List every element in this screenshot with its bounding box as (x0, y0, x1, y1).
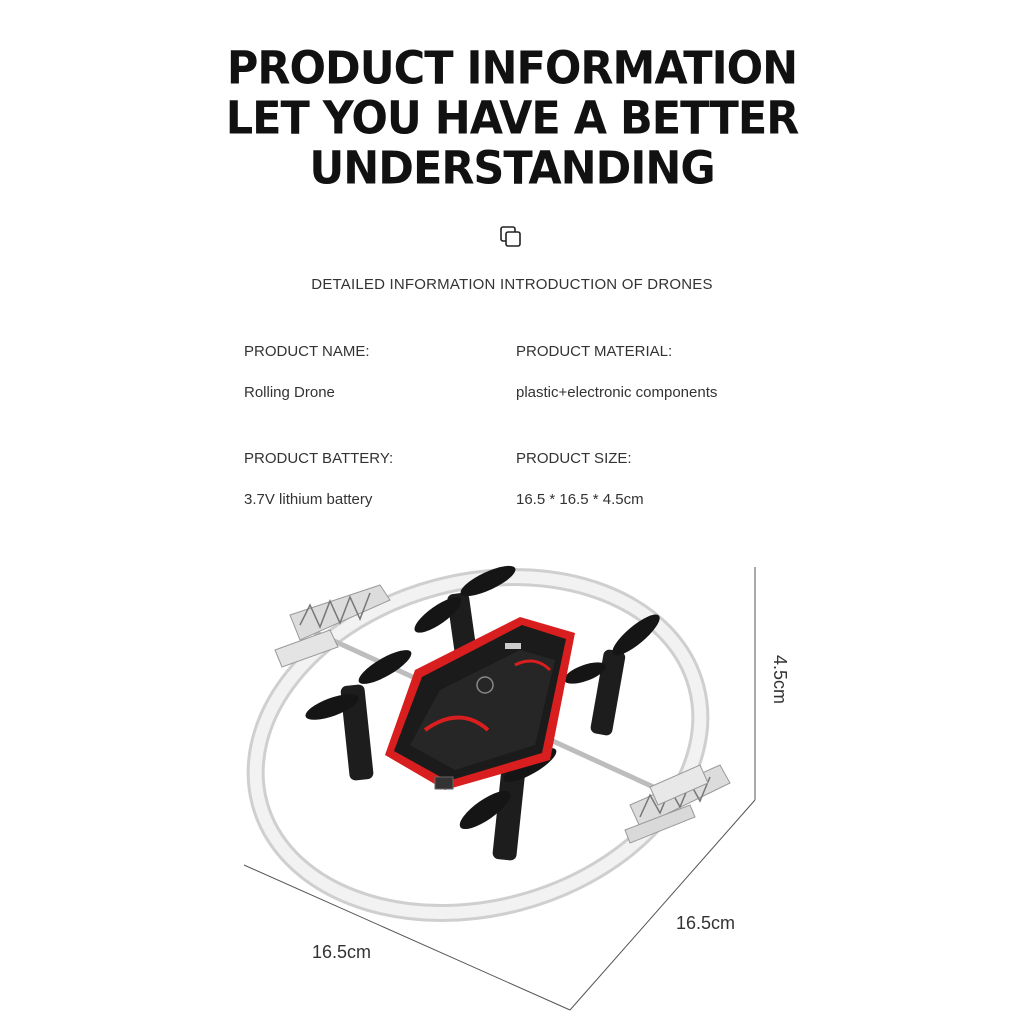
headline-line-2: LET YOU HAVE A BETTER (225, 92, 799, 146)
copy-icon (498, 224, 524, 250)
spec-label: PRODUCT MATERIAL: (516, 343, 673, 360)
dimension-width-label: 16.5cm (312, 942, 372, 962)
spec-value: 3.7V lithium battery (244, 491, 373, 508)
spec-product-name (244, 342, 370, 403)
spec-value: plastic+electronic components (516, 384, 718, 401)
spec-label: PRODUCT SIZE: (516, 450, 632, 467)
subtitle: DETAILED INFORMATION INTRODUCTION OF DRONES (311, 276, 713, 293)
headline (0, 44, 1024, 194)
dimension-depth-label: 16.5cm (676, 913, 736, 933)
spec-product-size (516, 449, 644, 510)
truss-left (275, 585, 390, 667)
headline-line-3: UNDERSTANDING (309, 142, 715, 196)
spec-value: Rolling Drone (244, 384, 335, 401)
truss-right (625, 765, 730, 843)
spec-value: 16.5 * 16.5 * 4.5cm (516, 491, 644, 508)
spec-product-material (516, 342, 717, 403)
dimension-height-label: 4.5cm (770, 655, 790, 705)
spec-product-battery (244, 449, 393, 510)
spec-label: PRODUCT NAME: (244, 343, 370, 360)
spec-label: PRODUCT BATTERY: (244, 450, 394, 467)
headline-line-1: PRODUCT INFORMATION (226, 42, 798, 96)
